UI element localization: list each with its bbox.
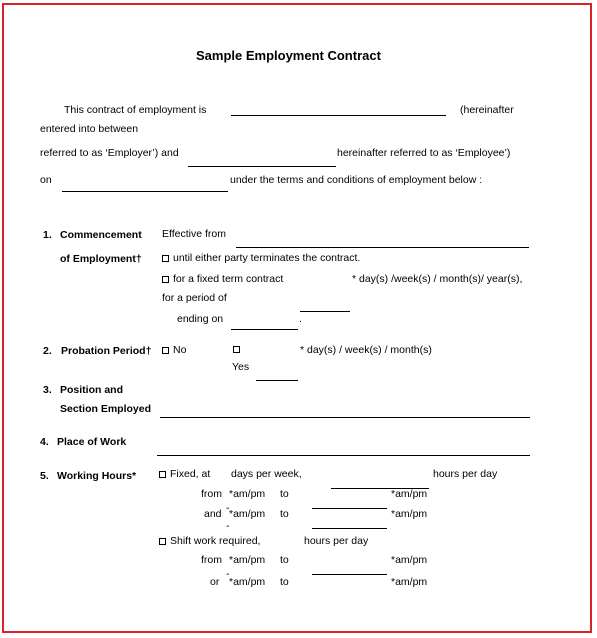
- shift-to-ampm: *am/pm: [391, 554, 428, 566]
- shift-hours-label: hours per day: [304, 535, 369, 547]
- intro-hereinafter: (hereinafter: [460, 104, 514, 116]
- option-fixed: [162, 273, 283, 285]
- shift-to-label: to: [280, 554, 289, 566]
- ending-on-label: ending on: [177, 313, 224, 325]
- position-field[interactable]: [160, 417, 530, 418]
- until-checkbox[interactable]: [162, 255, 169, 262]
- section-4-title: Place of Work: [57, 436, 127, 448]
- or-from-ampm: *am/pm: [229, 576, 266, 588]
- and-to-label: to: [280, 508, 289, 520]
- to-label: to: [280, 488, 289, 500]
- from-label: from: [201, 488, 222, 500]
- effective-from-label: Effective from: [162, 228, 226, 240]
- section-1-number: 1.: [43, 229, 52, 241]
- or-to-ampm: *am/pm: [391, 576, 428, 588]
- section-5-title: Working Hours*: [57, 470, 137, 482]
- ending-dot: .: [299, 313, 302, 325]
- term-units: * day(s) /week(s) / month(s)/ year(s),: [352, 273, 523, 285]
- time-field-1[interactable]: [312, 508, 387, 509]
- period-field[interactable]: [300, 311, 350, 312]
- intro-employer: referred to as ‘Employer’) and: [40, 147, 179, 159]
- intro-entered: entered into between: [40, 123, 139, 135]
- probation-yes-label: Yes: [232, 361, 250, 373]
- intro-text-1: This contract of employment is: [64, 104, 207, 116]
- probation-period-field[interactable]: [256, 380, 298, 381]
- date-field[interactable]: [62, 191, 228, 192]
- intro-employee: hereinafter referred to as ‘Employee’): [337, 147, 511, 159]
- document-title: Sample Employment Contract: [196, 48, 381, 63]
- days-per-week-label: days per week,: [231, 468, 302, 480]
- probation-no-checkbox[interactable]: [162, 347, 169, 354]
- section-1-title: Commencement: [60, 229, 142, 241]
- intro-on: on: [40, 174, 52, 186]
- shift-option: [159, 535, 260, 547]
- shift-work-checkbox[interactable]: [159, 538, 166, 545]
- contract-type-field[interactable]: [231, 115, 446, 116]
- section-3-title: Position and: [60, 384, 123, 396]
- section-5-number: 5.: [40, 470, 49, 482]
- probation-no: [162, 344, 186, 356]
- section-3-title-2: Section Employed: [60, 403, 152, 415]
- section-2-title: Probation Period†: [61, 345, 152, 357]
- option-fixed-label: for a fixed term contract: [173, 273, 284, 285]
- dash-2: -: [226, 520, 230, 532]
- to-ampm: *am/pm: [391, 488, 428, 500]
- option-until-label: until either party terminates the contract.: [173, 252, 361, 264]
- dash-1: -: [226, 502, 230, 514]
- period-of-label: for a period of: [162, 292, 227, 304]
- section-1-title-2: of Employment†: [60, 253, 142, 265]
- and-label: and: [204, 508, 222, 520]
- fixed-hours-option: [159, 468, 210, 480]
- employer-name-field[interactable]: [188, 166, 336, 167]
- page-border: [2, 3, 592, 633]
- shift-label: Shift work required,: [170, 535, 261, 547]
- shift-time-field-1[interactable]: [312, 574, 387, 575]
- dash-3: -: [226, 568, 230, 580]
- section-4-number: 4.: [40, 436, 49, 448]
- probation-no-label: No: [173, 344, 187, 356]
- from-ampm: *am/pm: [229, 488, 266, 500]
- shift-from-ampm: *am/pm: [229, 554, 266, 566]
- hours-per-day-label: hours per day: [433, 468, 498, 480]
- intro-terms: under the terms and conditions of employment below :: [230, 174, 483, 186]
- time-field-2[interactable]: [312, 528, 387, 529]
- probation-units: * day(s) / week(s) / month(s): [300, 344, 432, 356]
- option-until: [162, 252, 360, 264]
- and-to-ampm: *am/pm: [391, 508, 428, 520]
- and-from-ampm: *am/pm: [229, 508, 266, 520]
- section-3-number: 3.: [43, 384, 52, 396]
- shift-from-label: from: [201, 554, 222, 566]
- effective-from-field[interactable]: [236, 247, 529, 248]
- ending-on-field[interactable]: [231, 329, 298, 330]
- fixed-hours-checkbox[interactable]: [159, 471, 166, 478]
- fixed-term-checkbox[interactable]: [162, 276, 169, 283]
- section-2-number: 2.: [43, 345, 52, 357]
- place-of-work-field[interactable]: [157, 455, 530, 456]
- fixed-at-label: Fixed, at: [170, 468, 211, 480]
- or-to-label: to: [280, 576, 289, 588]
- or-label: or: [210, 576, 220, 588]
- probation-yes-checkbox[interactable]: [233, 346, 240, 353]
